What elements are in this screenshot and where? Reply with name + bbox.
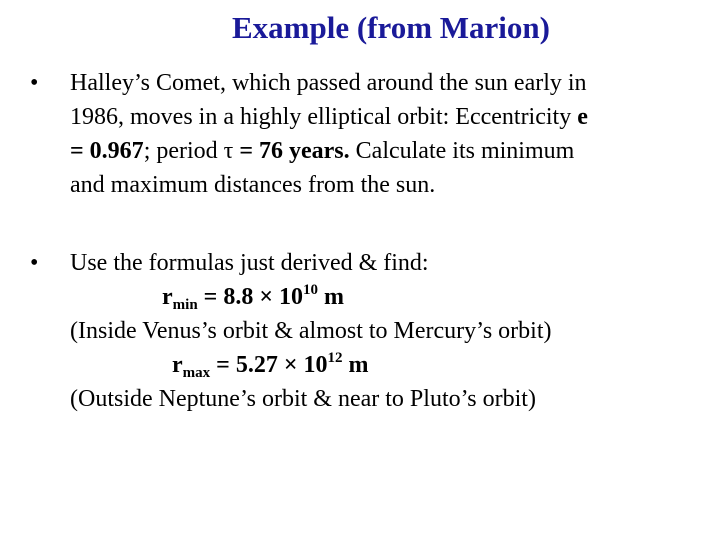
- unit: m: [318, 284, 345, 310]
- text-run: Calculate its minimum: [349, 138, 575, 164]
- bullet-dot: •: [30, 250, 39, 276]
- rmax-note: (Outside Neptune’s orbit & near to Pluto’s orbit): [70, 386, 536, 412]
- rmin-value: = 8.8 × 10: [197, 284, 304, 310]
- rmin-equation: [70, 280, 710, 314]
- bullet-text: [70, 66, 710, 202]
- text-line: [70, 168, 710, 202]
- max-subscript: max: [182, 365, 211, 381]
- rmax-value: = 5.27 × 10: [210, 352, 328, 378]
- slide-title: Example (from Marion): [232, 10, 550, 45]
- text-line: [70, 314, 710, 348]
- text-line: [70, 100, 710, 134]
- r-symbol: r: [162, 284, 173, 310]
- rmin-exponent: 10: [303, 282, 319, 298]
- rmax-equation: [70, 348, 710, 382]
- text-line: [70, 382, 710, 416]
- text-run: 1986, moves in a highly elliptical orbit: Eccentricity: [70, 104, 578, 130]
- bullet-dot: •: [30, 70, 39, 96]
- text-line: [70, 66, 710, 100]
- text-run: Halley’s Comet, which passed around the sun early in: [70, 70, 587, 96]
- text-line: [70, 134, 710, 168]
- eccentricity-symbol: e: [577, 104, 588, 130]
- tau-symbol: τ: [223, 138, 234, 164]
- text-run: ; period: [143, 138, 224, 164]
- r-symbol: r: [172, 352, 183, 378]
- eccentricity-value: = 0.967: [70, 138, 144, 164]
- min-subscript: min: [172, 297, 198, 313]
- rmin-note: (Inside Venus’s orbit & almost to Mercury’s orbit): [70, 318, 552, 344]
- text-run: Use the formulas just derived & find:: [70, 250, 429, 276]
- text-run: and maximum distances from the sun.: [70, 172, 436, 198]
- text-line: [70, 246, 710, 280]
- unit: m: [342, 352, 369, 378]
- rmax-exponent: 12: [327, 350, 343, 366]
- period-value: = 76 years.: [233, 138, 350, 164]
- bullet-text: [70, 246, 710, 416]
